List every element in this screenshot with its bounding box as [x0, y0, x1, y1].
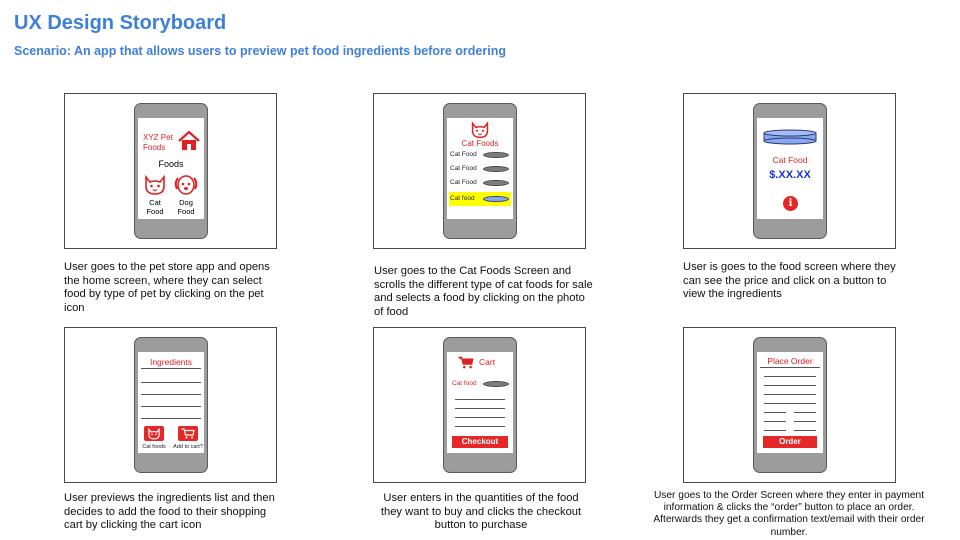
panel-2-caption: User goes to the Cat Foods Screen and scrolls the different type of cat foods for sale and selects a food by clicking on the photo of food [374, 265, 593, 318]
phone-mockup [753, 103, 827, 239]
quantity-line[interactable] [455, 426, 505, 427]
cat-food-label: Cat Food [146, 198, 164, 216]
screen-title: Cart [479, 357, 496, 367]
screen-title: Cat Foods [461, 139, 499, 148]
form-field[interactable] [764, 385, 816, 386]
food-photo [483, 381, 509, 387]
ingredient-line [141, 382, 201, 383]
food-detail-screen [757, 118, 823, 219]
checkout-button[interactable]: Checkout [452, 436, 508, 448]
quantity-line[interactable] [455, 408, 505, 409]
storyboard-panel-3 [683, 93, 896, 249]
food-photo[interactable] [483, 152, 509, 158]
order-button[interactable]: Order [763, 436, 817, 448]
add-to-cart-button[interactable] [178, 426, 198, 441]
foods-label: Foods [158, 159, 184, 169]
form-field[interactable] [764, 394, 816, 395]
house-icon[interactable] [178, 131, 200, 151]
page-subtitle: Scenario: An app that allows users to preview pet food ingredients before ordering [14, 44, 506, 58]
ingredient-line [141, 406, 201, 407]
cat-face-icon [147, 427, 161, 440]
food-photo [763, 129, 817, 145]
panel-4-caption: User previews the ingredients list and then decides to add the food to their shopping cart by clicking the cart icon [64, 492, 275, 531]
phone-mockup [443, 103, 517, 239]
shopping-cart-icon [458, 356, 474, 369]
phone-mockup [753, 337, 827, 473]
page-title: UX Design Storyboard [14, 12, 227, 34]
list-item[interactable]: Cat Food [449, 150, 511, 161]
ingredient-line [141, 394, 201, 395]
storyboard-panel-4 [64, 327, 277, 483]
divider [760, 367, 820, 368]
food-photo[interactable] [483, 166, 509, 172]
panel-6-caption: User goes to the Order Screen where they enter in payment information & clicks the “order” button to place an order. Afterwards they get a confirmation text/email with their order number. [653, 490, 925, 538]
info-icon[interactable]: i [783, 196, 798, 211]
form-field[interactable] [764, 430, 786, 431]
panel-1-caption: User goes to the pet store app and opens the home screen, where they can select food by type of pet by clicking on the pet icon [64, 261, 270, 314]
storyboard-panel-1 [64, 93, 277, 249]
panel-3-caption: User is goes to the food screen where they can see the price and click on a button to view the ingredients [683, 261, 896, 300]
cart-screen [447, 352, 513, 453]
cat-face-icon [470, 120, 490, 139]
screen-title: Place Order [767, 356, 813, 366]
brand-name: XYZ Pet Foods [143, 133, 173, 152]
form-field[interactable] [764, 403, 816, 404]
quantity-line[interactable] [455, 417, 505, 418]
cat-foods-screen [447, 118, 513, 219]
phone-mockup [134, 337, 208, 473]
storyboard-panel-5 [373, 327, 586, 483]
form-field[interactable] [764, 412, 786, 413]
list-item[interactable]: Cat Food [449, 178, 511, 189]
screen-title: Ingredients [149, 357, 193, 367]
cart-item-label: Cat food [452, 380, 477, 387]
cat-foods-button[interactable] [144, 426, 164, 441]
form-field[interactable] [794, 421, 816, 422]
food-price: $.XX.XX [769, 169, 811, 181]
dog-face-icon[interactable] [173, 173, 199, 196]
list-item[interactable]: Cat Food [449, 164, 511, 175]
list-item-selected[interactable]: Cat food [449, 192, 511, 206]
form-field[interactable] [794, 430, 816, 431]
quantity-line[interactable] [455, 399, 505, 400]
phone-mockup [134, 103, 208, 239]
divider [141, 368, 201, 369]
ingredients-screen [138, 352, 204, 453]
ingredient-line [141, 418, 201, 419]
cat-face-icon[interactable] [143, 173, 167, 196]
food-photo[interactable] [483, 196, 509, 202]
form-field[interactable] [764, 376, 816, 377]
panel-5-caption: User enters in the quantities of the food they want to buy and clicks the checkout button to purchase [380, 492, 582, 531]
place-order-screen [757, 352, 823, 453]
storyboard-panel-2 [373, 93, 586, 249]
food-name: Cat Food [772, 155, 808, 165]
food-photo[interactable] [483, 180, 509, 186]
add-to-cart-label: Add to cart? [173, 444, 203, 450]
dog-food-label: Dog Food [177, 198, 195, 216]
form-field[interactable] [794, 412, 816, 413]
form-field[interactable] [764, 421, 786, 422]
home-screen [138, 118, 204, 219]
phone-mockup [443, 337, 517, 473]
cat-foods-label: Cat foods [142, 444, 166, 450]
storyboard-panel-6 [683, 327, 896, 483]
shopping-cart-icon [181, 428, 195, 439]
